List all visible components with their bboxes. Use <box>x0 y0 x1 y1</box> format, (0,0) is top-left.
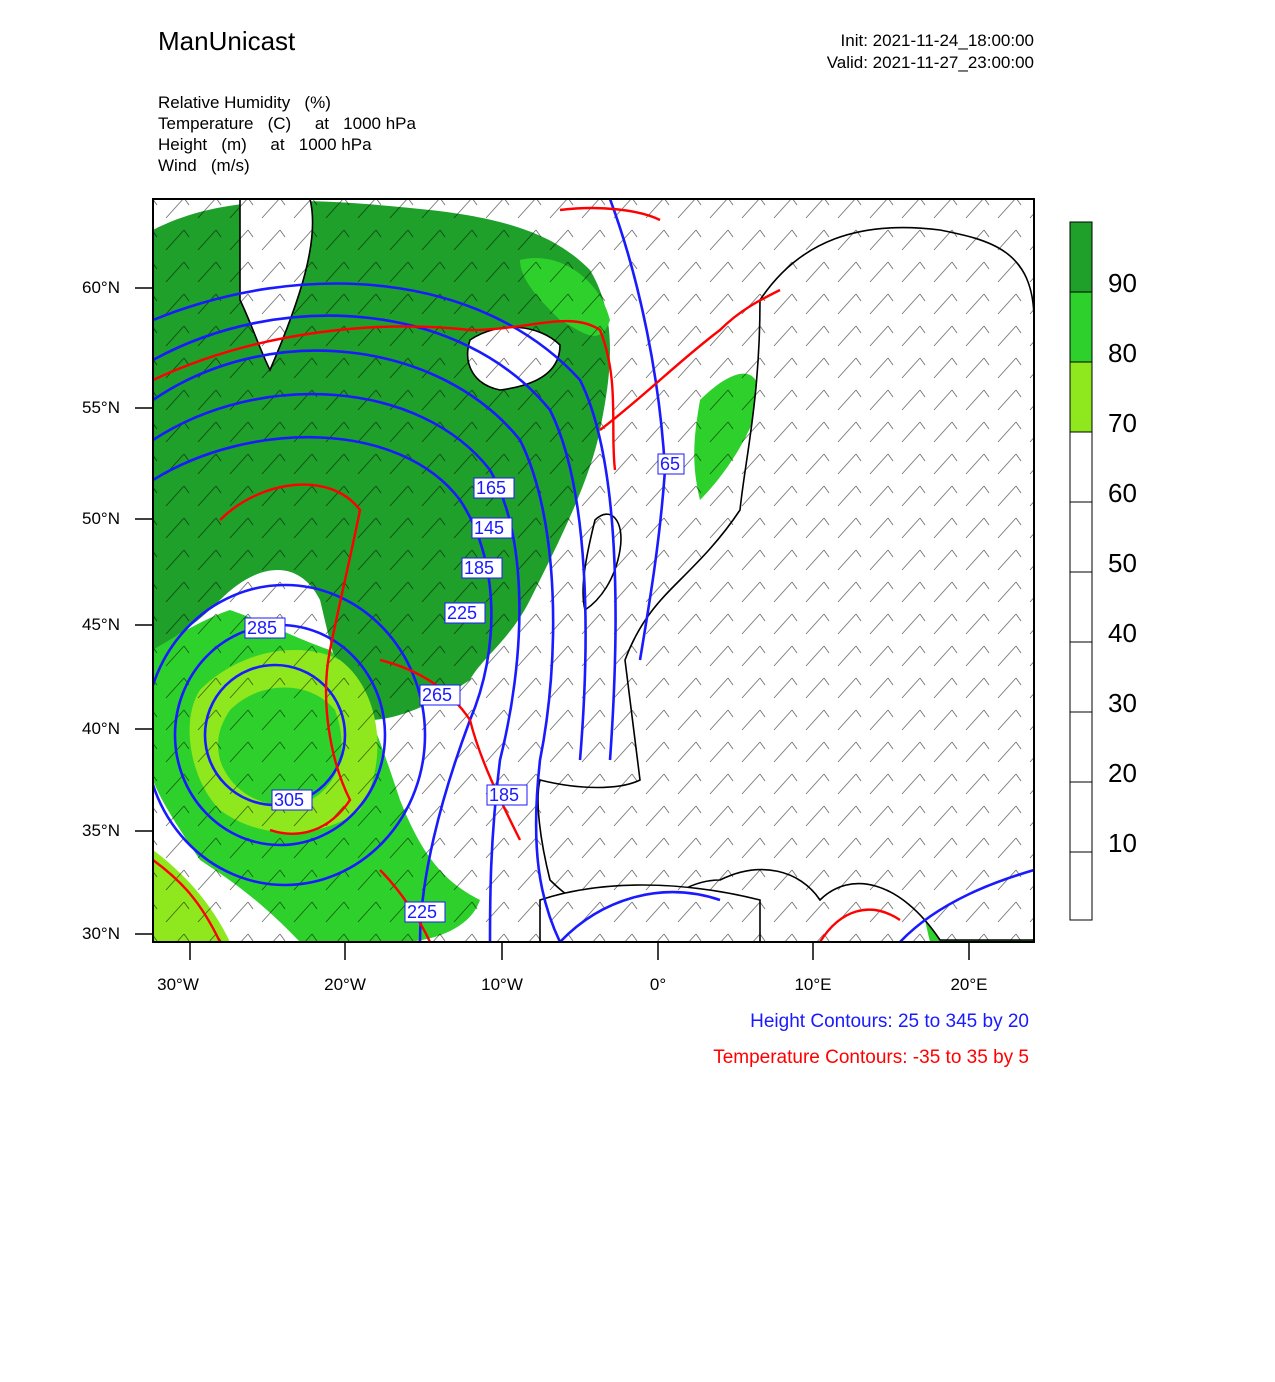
colorbar-box <box>1070 222 1092 292</box>
lat-label: 50°N <box>82 509 120 528</box>
colorbar-box <box>1070 712 1092 782</box>
contour-label: 185 <box>464 558 495 578</box>
colorbar-box <box>1070 362 1092 432</box>
init-time: Init: 2021-11-24_18:00:00 <box>840 31 1034 50</box>
lat-label: 35°N <box>82 821 120 840</box>
contour-label: 145 <box>474 518 505 538</box>
colorbar-box <box>1070 292 1092 362</box>
contour-label: 225 <box>447 603 478 623</box>
valid-time: Valid: 2021-11-27_23:00:00 <box>826 53 1034 72</box>
contour-label: 305 <box>274 790 305 810</box>
lon-label: 20°W <box>324 975 366 994</box>
contour-label: 225 <box>407 902 438 922</box>
lon-label: 20°E <box>950 975 988 994</box>
colorbar-label: 10 <box>1108 828 1137 858</box>
temperature-contours-legend: Temperature Contours: -35 to 35 by 5 <box>713 1047 1029 1068</box>
lat-label: 45°N <box>82 615 120 634</box>
contour-label: 65 <box>660 454 681 474</box>
lon-label: 0° <box>649 975 667 994</box>
colorbar-box <box>1070 852 1092 920</box>
colorbar-box <box>1070 782 1092 852</box>
wind-barbs <box>153 199 1034 942</box>
field-label-height: Height (m) at 1000 hPa <box>158 135 372 154</box>
contour-label: 165 <box>476 478 507 498</box>
colorbar-label: 70 <box>1108 408 1137 438</box>
field-label-wind: Wind (m/s) <box>158 156 250 175</box>
contour-label: 285 <box>247 618 278 638</box>
colorbar-label: 80 <box>1108 338 1137 368</box>
lon-label: 30°W <box>157 975 199 994</box>
contour-label: 185 <box>489 785 520 805</box>
field-label-temperature: Temperature (C) at 1000 hPa <box>158 114 416 133</box>
colorbar-label: 20 <box>1108 758 1137 788</box>
colorbar-box <box>1070 572 1092 642</box>
lat-label: 55°N <box>82 398 120 417</box>
map-title: ManUnicast <box>158 26 296 56</box>
lat-label: 40°N <box>82 719 120 738</box>
lon-label: 10°W <box>481 975 523 994</box>
colorbar-label: 40 <box>1108 618 1137 648</box>
colorbar-label: 50 <box>1108 548 1137 578</box>
colorbar <box>1070 222 1092 920</box>
lat-label: 30°N <box>82 924 120 943</box>
colorbar-box <box>1070 502 1092 572</box>
contour-label: 265 <box>422 685 453 705</box>
colorbar-label: 60 <box>1108 478 1137 508</box>
colorbar-label: 30 <box>1108 688 1137 718</box>
height-contours-legend: Height Contours: 25 to 345 by 20 <box>750 1011 1029 1032</box>
colorbar-label: 90 <box>1108 268 1137 298</box>
map-area <box>145 199 1034 942</box>
lat-label: 60°N <box>82 278 120 297</box>
colorbar-box <box>1070 642 1092 712</box>
colorbar-box <box>1070 432 1092 502</box>
field-label-rh: Relative Humidity (%) <box>158 93 331 112</box>
lon-label: 10°E <box>794 975 832 994</box>
